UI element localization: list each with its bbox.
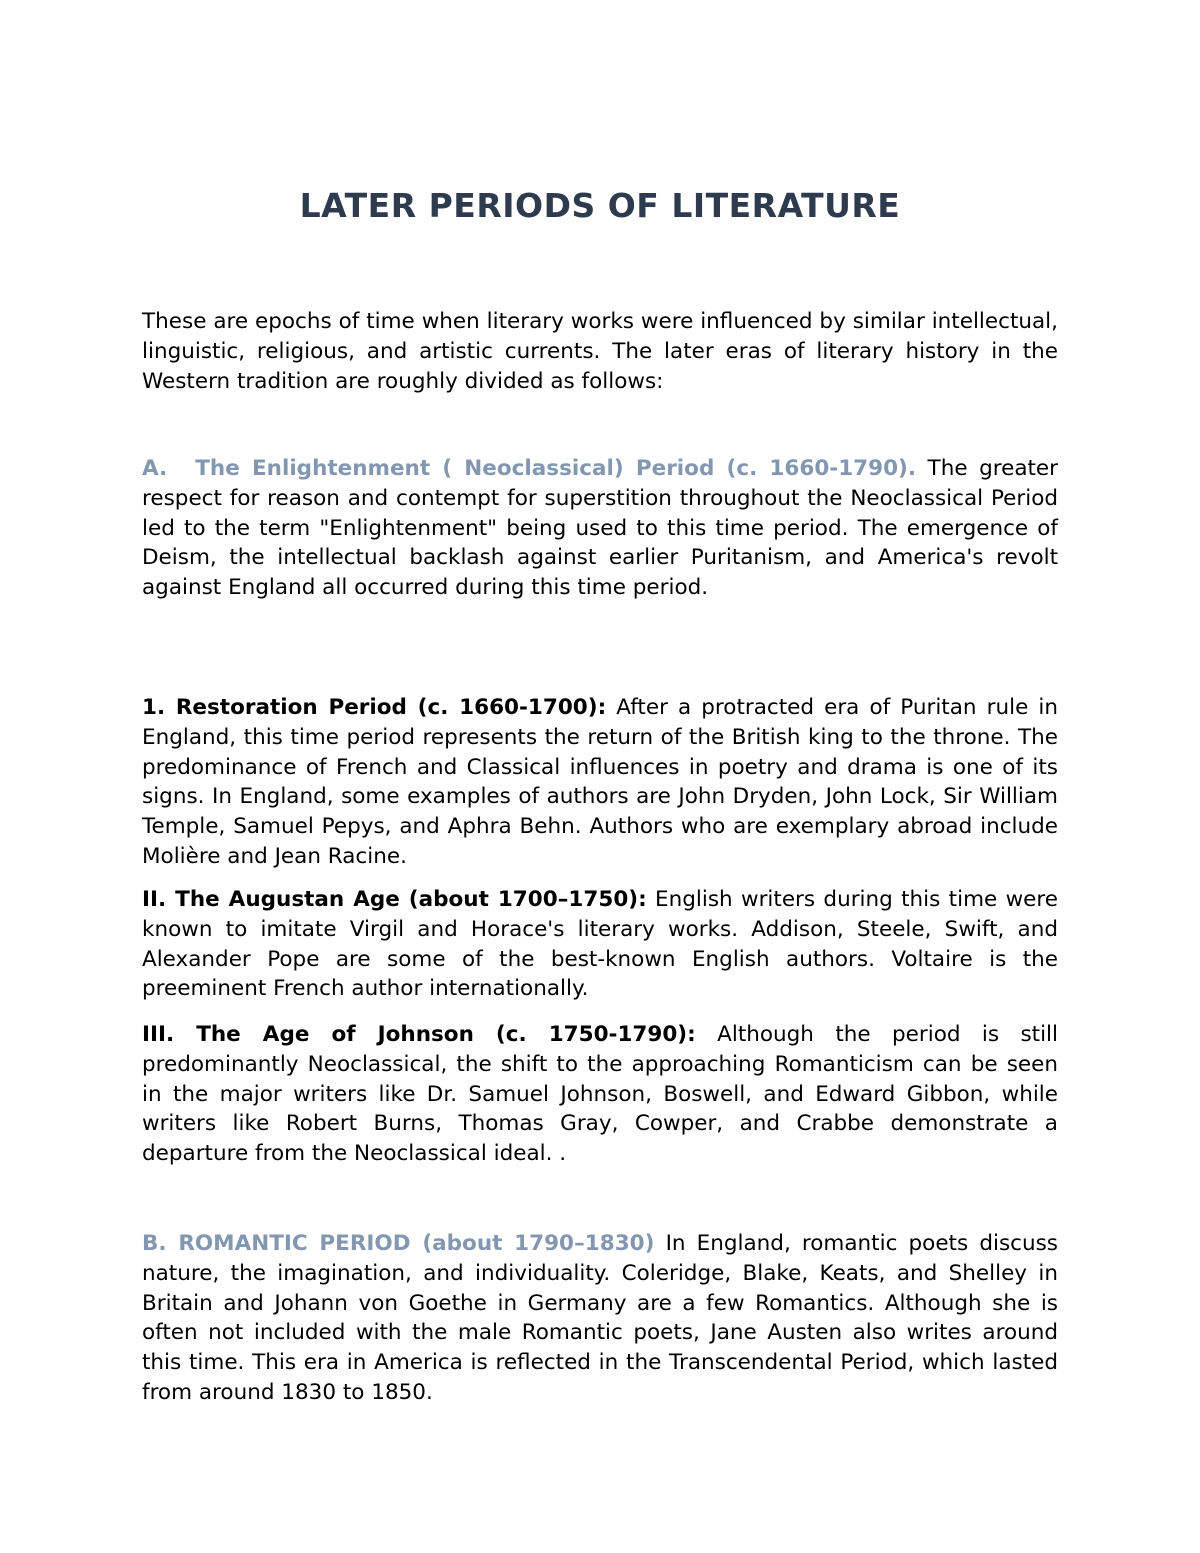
section-a-body: The greater respect for reason and contempt for superstition throughout the Neoclassical Period led to the term "Enlightenment" being used to this time period. The emergence of Deism, the intellectual backlash against earlier Puritanism, and America's revolt against England all occurred during this time period. (142, 456, 1058, 601)
subsection-augustan-paragraph (142, 885, 1058, 1004)
intro-paragraph (142, 307, 1058, 396)
section-b-paragraph (142, 1229, 1058, 1408)
intro-text: These are epochs of time when literary works were influenced by similar intellectual, linguistic, religious, and artistic currents. The later eras of literary history in the Western tradition are roughly divided as follows: (142, 309, 1058, 394)
section-a-letter: A. (142, 456, 168, 481)
subsection-restoration-paragraph (142, 693, 1058, 872)
subsection-restoration-heading: 1. Restoration Period (c. 1660-1700): (142, 695, 607, 720)
subsection-restoration-body: After a protracted era of Puritan rule in England, this time period represents the return of the British king to the throne. The predominance of French and Classical influences in poetry and drama is one of its signs. In England, some examples of authors are John Dryden, John Lock, Sir William Temple, Samuel Pepys, and Aphra Behn. Authors who are exemplary abroad include Molière and Jean Racine. (142, 695, 1058, 869)
document-title: LATER PERIODS OF LITERATURE (299, 186, 901, 225)
section-b-heading: B. ROMANTIC PERIOD (about 1790–1830) (142, 1231, 655, 1256)
section-b-body: In England, romantic poets discuss nature, the imagination, and individuality. Coleridge, Blake, Keats, and Shelley in Britain and Johann von Goethe in Germany are a few Romantics. Although she is often not included with the male Romantic poets, Jane Austen also writes around this time. This era in America is reflected in the Transcendental Period, which lasted from around 1830 to 1850. (142, 1231, 1058, 1405)
subsection-johnson-heading: III. The Age of Johnson (c. 1750-1790): (142, 1022, 696, 1047)
subsection-johnson-paragraph (142, 1020, 1058, 1169)
subsection-johnson-body: Although the period is still predominantly Neoclassical, the shift to the approaching Romanticism can be seen in the major writers like Dr. Samuel Johnson, Boswell, and Edward Gibbon, while writers like Robert Burns, Thomas Gray, Cowper, and Crabbe demonstrate a departure from the Neoclassical ideal. . (142, 1022, 1059, 1167)
section-a-paragraph (142, 454, 1058, 603)
subsection-augustan-body: English writers during this time were known to imitate Virgil and Horace's literary works. Addison, Steele, Swift, and Alexander Pope are some of the best-known English authors. Voltaire is the preeminent French author internationally. (142, 887, 1058, 1002)
section-a-heading: The Enlightenment ( Neoclassical) Period (c. 1660-1790). (195, 456, 917, 481)
subsection-augustan-heading: II. The Augustan Age (about 1700–1750): (142, 887, 647, 912)
